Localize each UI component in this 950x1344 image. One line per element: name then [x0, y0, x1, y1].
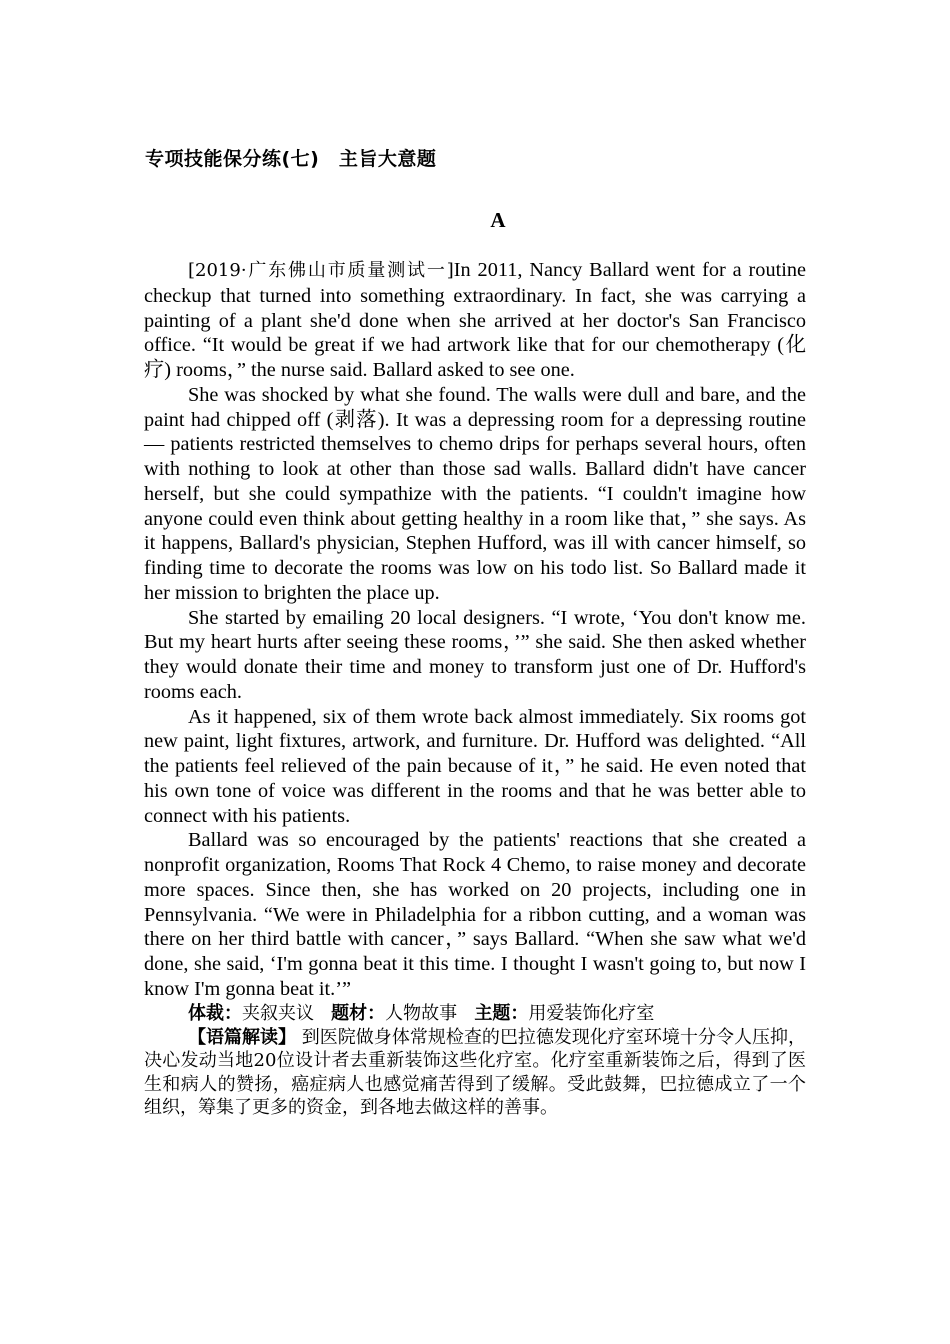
theme-label: 主题： — [474, 1002, 529, 1024]
subject-label: 题材： — [331, 1002, 386, 1024]
section-title: 专项技能保分练(七) 主旨大意题 — [145, 148, 437, 170]
summary-text: 到医院做身体常规检查的巴拉德发现化疗室环境十分令人压抑，决心发动当地20位设计者去重新装饰这些化疗室。化疗室重新装饰之后，得到了医生和病人的赞扬，癌症病人也感觉痛苦得到了缓解。受此鼓舞，巴拉德成立了一个组织，筹集了更多的资金，到各地去做这样的善事。 — [144, 1026, 806, 1118]
paragraph-1-text: In 2011, Nancy Ballard went for a routine checkup that turned into something extraordinary. In fact, she was carrying a painting of a plant she'd done when she arrived at her doctor's San Francisco office. “It would be great if we had artwork like that for our chemotherapy (化疗) rooms，” the nurse said. Ballard asked to see one. — [144, 259, 806, 381]
paragraph-3: She started by emailing 20 local designers. “I wrote, ‘You don't know me. But my heart hurts after seeing these rooms，’” she said. She then asked whether they would donate their time and money to transform just one of Dr. Hufford's rooms each. — [144, 606, 806, 703]
genre-value: 夹叙夹议 — [242, 1002, 314, 1024]
paragraph-4: As it happened, six of them wrote back almost immediately. Six rooms got new paint, light fixtures, artwork, and furniture. Dr. Hufford was delighted. “All the patients feel relieved of the pain because of it，” he said. He even noted that his own tone of voice was different in the rooms and that he was better able to connect with his patients. — [144, 705, 806, 827]
paragraph-1 — [144, 258, 806, 383]
paragraph-5: Ballard was so encouraged by the patients' reactions that she created a nonprofit organization, Rooms That Rock 4 Chemo, to raise money and decorate more spaces. Since then, she has worked on 20 projects, including one in Pennsylvania. “We were in Philadelphia for a ribbon cutting, and a woman was there on her third battle with cancer，” says Ballard. “When she saw what we'd done, she said, ‘I'm gonna beat it this time. I thought I wasn't going to, but now I know I'm gonna beat it.’” — [144, 829, 806, 1000]
passage-label: A — [490, 208, 506, 232]
passage-summary — [144, 1026, 806, 1120]
passage-meta — [144, 1002, 806, 1026]
paragraph-2: She was shocked by what she found. The walls were dull and bare, and the paint had chipped off (剥落). It was a depressing room for a depressing routine — patients restricted themselves to chemo drips for perhaps several hours, often with nothing to look at other than those sad walls. Ballard didn't have cancer herself, but she could sympathize with the patients. “I couldn't imagine how anyone could even think about getting healthy in a room like that，” she says. As it happens, Ballard's physician, Stephen Hufford, was ill with cancer himself, so finding time to decorate the rooms was low on his todo list. So Ballard made it her mission to brighten the place up. — [144, 383, 806, 604]
subject-value: 人物故事 — [385, 1002, 458, 1024]
theme-value: 用爱装饰化疗室 — [528, 1002, 655, 1024]
summary-label: 【语篇解读】 — [188, 1026, 297, 1048]
passage-body — [144, 258, 806, 1120]
source-citation: [2019·广东佛山市质量测试一] — [188, 260, 454, 281]
genre-label: 体裁： — [188, 1002, 242, 1024]
